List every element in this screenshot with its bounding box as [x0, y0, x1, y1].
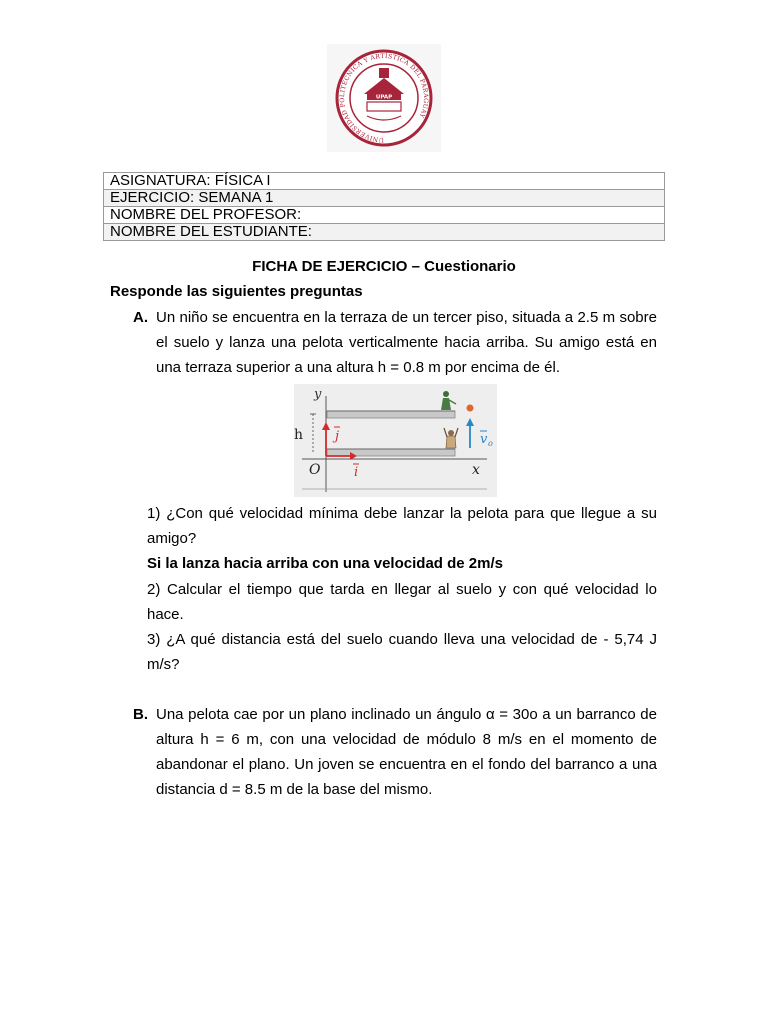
exercise-field: EJERCICIO: SEMANA 1: [104, 190, 665, 207]
university-seal-logo: [327, 44, 441, 152]
instructions-heading: Responde las siguientes preguntas: [110, 283, 363, 300]
seal-acronym: UPAP: [375, 94, 393, 101]
x-axis-label: x: [472, 462, 480, 478]
velocity-label: v: [480, 432, 488, 447]
subject-field: ASIGNATURA: FÍSICA I: [104, 173, 665, 190]
unit-vector-i-label: i: [354, 465, 359, 480]
question-2: 2) Calcular el tiempo que tarda en llegar al suelo y con qué velocidad lo hace.: [147, 581, 657, 623]
section-b-text: Una pelota cae por un plano inclinado un ángulo α = 30o a un barranco de altura h = 6 m, con una velocidad de módulo 8 m/s en el momento de abandonar el plano. Un joven se encuentra en el fondo del barranco a una distancia d = 8.5 m de la base del mismo.: [156, 706, 657, 798]
y-axis-label: y: [314, 387, 322, 402]
section-b-marker: B.: [133, 706, 148, 723]
document-title: FICHA DE EJERCICIO – Cuestionario: [252, 258, 516, 275]
ball-icon: [467, 405, 474, 412]
height-label: h: [294, 427, 304, 443]
question-1: 1) ¿Con qué velocidad mínima debe lanzar la pelota para que llegue a su amigo?: [147, 505, 657, 547]
teacher-name-field: NOMBRE DEL PROFESOR:: [104, 207, 665, 224]
student-name-field: NOMBRE DEL ESTUDIANTE:: [104, 224, 665, 241]
origin-label: O: [309, 462, 321, 478]
header-info-table: [103, 172, 665, 241]
bold-condition-line: Si la lanza hacia arriba con una velocidad de 2m/s: [147, 555, 503, 572]
unit-vector-j-label: j: [335, 429, 340, 444]
section-a-text: Un niño se encuentra en la terraza de un tercer piso, situada a 2.5 m sobre el suelo y lanza una pelota verticalmente hacia arriba. Su amigo está en una terraza superior a una altura h = 0.8 m por encima de él.: [156, 309, 657, 376]
seal-ring-text: UNIVERSIDAD POLITÉCNICA Y ARTÍSTICA DEL PARAGUAY: [338, 52, 430, 144]
velocity-subscript: o: [488, 439, 493, 448]
question-3: 3) ¿A qué distancia está del suelo cuando lleva una velocidad de - 5,74 J m/s?: [147, 631, 657, 673]
terrace-physics-figure: [294, 384, 497, 497]
section-a-marker: A.: [133, 309, 148, 326]
